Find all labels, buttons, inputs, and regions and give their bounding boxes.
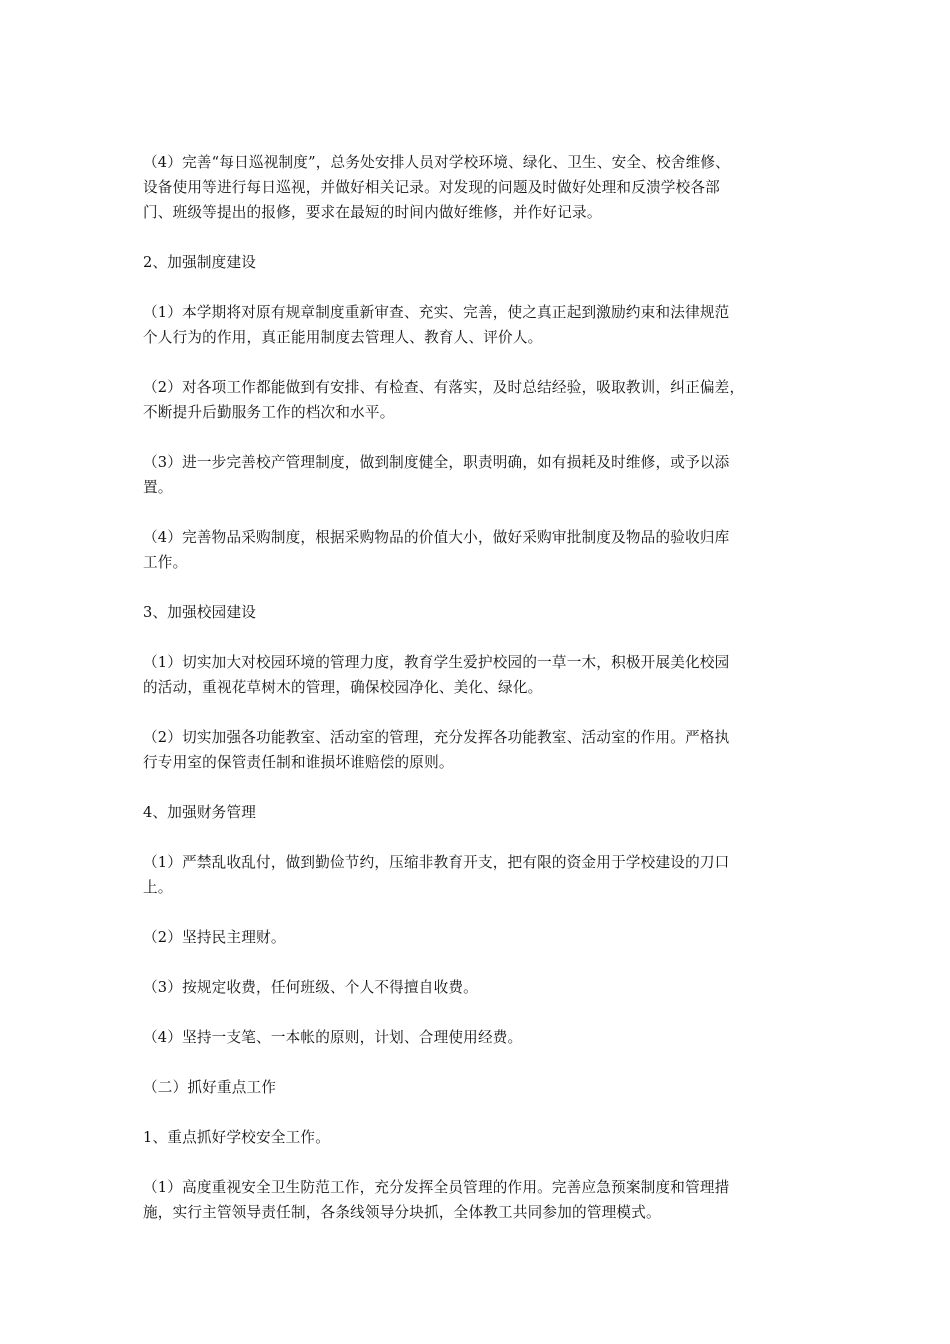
text-line: （2）切实加强各功能教室、活动室的管理，充分发挥各功能教室、活动室的作用。严格执	[143, 729, 730, 746]
section-heading-system-building	[143, 250, 811, 275]
text-line: 门、班级等提出的报修，要求在最短的时间内做好维修，并作好记录。	[143, 204, 602, 221]
heading-text: 2、加强制度建设	[143, 254, 257, 271]
text-line: （1）切实加大对校园环境的管理力度，教育学生爱护校园的一草一木，积极开展美化校园	[143, 654, 730, 671]
text-line: （2）坚持民主理财。	[143, 929, 286, 946]
text-line: （4）完善“每日巡视制度”，总务处安排人员对学校环境、绿化、卫生、安全、校舍维修、	[143, 154, 730, 171]
text-line: （4）完善物品采购制度，根据采购物品的价值大小，做好采购审批制度及物品的验收归库	[143, 529, 730, 546]
section-heading-safety	[143, 1125, 811, 1150]
text-line: 上。	[143, 879, 173, 896]
text-line: 个人行为的作用，真正能用制度去管理人、教育人、评价人。	[143, 329, 543, 346]
paragraph-budget-principle	[143, 1025, 811, 1050]
text-line: 的活动，重视花草树木的管理，确保校园净化、美化、绿化。	[143, 679, 543, 696]
paragraph-campus-environment	[143, 650, 811, 700]
paragraph-fee-rules	[143, 975, 811, 1000]
text-line: 不断提升后勤服务工作的档次和水平。	[143, 404, 395, 421]
text-line: 设备使用等进行每日巡视，并做好相关记录。对发现的问题及时做好处理和反溃学校各部	[143, 179, 720, 196]
paragraph-work-arrangement	[143, 375, 811, 425]
paragraph-property-management	[143, 450, 811, 500]
paragraph-safety-prevention	[143, 1175, 811, 1225]
paragraph-function-rooms	[143, 725, 811, 775]
text-line: 工作。	[143, 554, 188, 571]
heading-text: （二）抓好重点工作	[143, 1079, 277, 1096]
text-line: （1）本学期将对原有规章制度重新审查、充实、完善，使之真正起到激励约束和法律规范	[143, 304, 730, 321]
heading-text: 1、重点抓好学校安全工作。	[143, 1129, 331, 1146]
paragraph-procurement	[143, 525, 811, 575]
document-body	[143, 150, 811, 1250]
heading-text: 4、加强财务管理	[143, 804, 257, 821]
text-line: （3）进一步完善校产管理制度，做到制度健全，职责明确，如有损耗及时维修，或予以添	[143, 454, 730, 471]
paragraph-democratic-finance	[143, 925, 811, 950]
heading-text: 3、加强校园建设	[143, 604, 257, 621]
paragraph-spending-control	[143, 850, 811, 900]
text-line: 置。	[143, 479, 173, 496]
text-line: （1）高度重视安全卫生防范工作，充分发挥全员管理的作用。完善应急预案制度和管理措	[143, 1179, 730, 1196]
paragraph-rules-review	[143, 300, 811, 350]
text-line: 施，实行主管领导责任制，各条线领导分块抓，全体教工共同参加的管理模式。	[143, 1204, 661, 1221]
paragraph-patrol-system	[143, 150, 811, 225]
section-heading-campus-building	[143, 600, 811, 625]
text-line: （2）对各项工作都能做到有安排、有检查、有落实，及时总结经验，吸取教训，纠正偏差，	[143, 379, 745, 396]
section-heading-finance	[143, 800, 811, 825]
text-line: （4）坚持一支笔、一本帐的原则，计划、合理使用经费。	[143, 1029, 523, 1046]
text-line: （1）严禁乱收乱付，做到勤俭节约，压缩非教育开支，把有限的资金用于学校建设的刀口	[143, 854, 730, 871]
text-line: 行专用室的保管责任制和谁损坏谁赔偿的原则。	[143, 754, 454, 771]
section-heading-key-work	[143, 1075, 811, 1100]
text-line: （3）按规定收费，任何班级、个人不得擅自收费。	[143, 979, 478, 996]
